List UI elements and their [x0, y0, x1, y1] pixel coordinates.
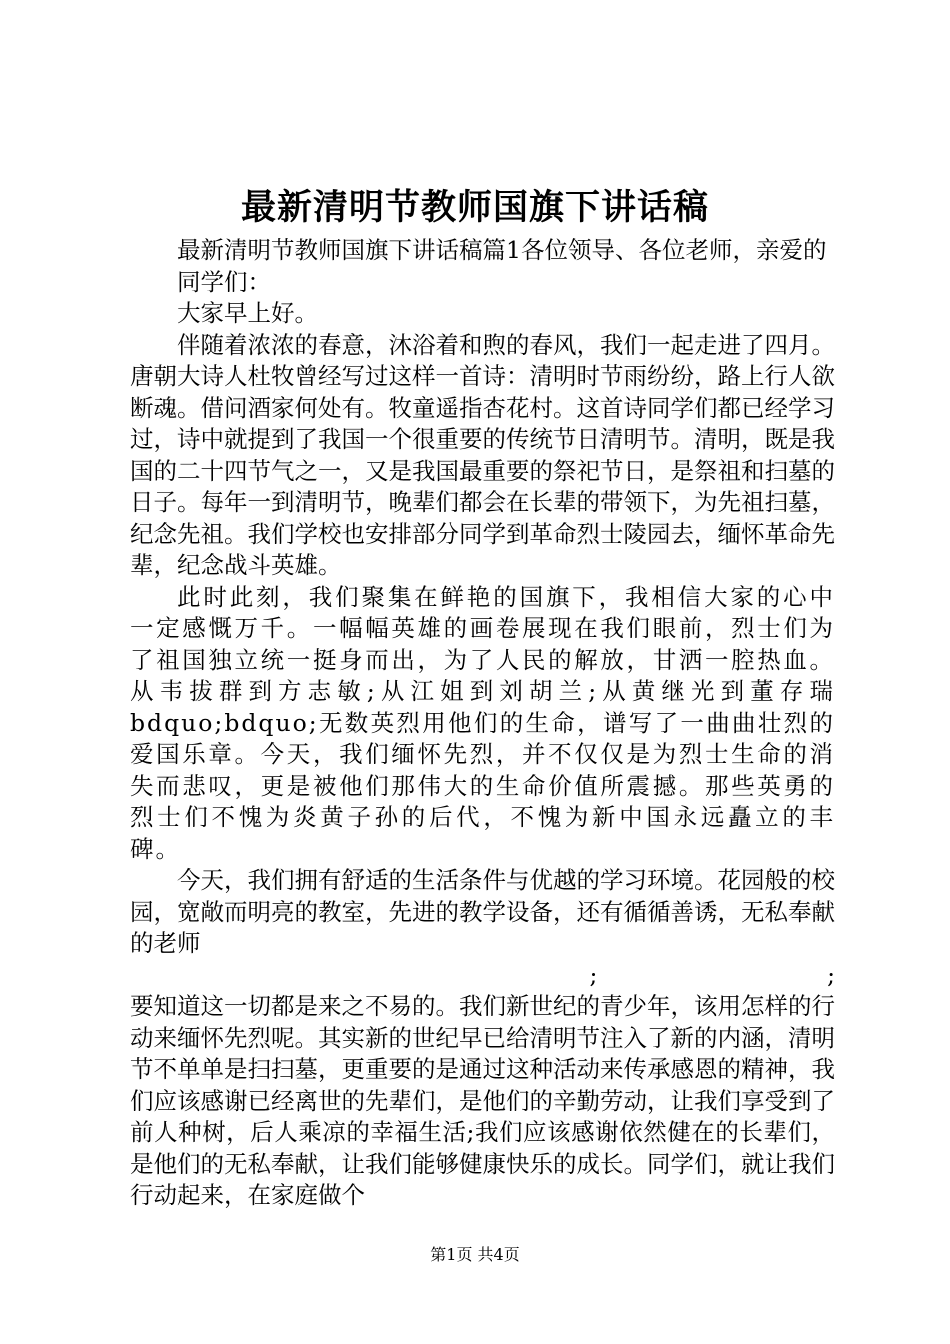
paragraph-good-morning: 大家早上好。: [177, 299, 318, 327]
gap-mark-2: ;: [827, 960, 835, 989]
paragraph-intro: 最新清明节教师国旗下讲话稿篇1各位领导、各位老师，亲爱的: [177, 236, 827, 264]
page-footer: 第1页 共4页: [430, 1245, 520, 1264]
paragraph-greeting-students: 同学们：: [177, 267, 271, 296]
gap-line: [130, 960, 835, 992]
paragraph-qingming-intro: 伴随着浓浓的春意，沐浴着和煦的春风，我们一起走进了四月。唐朝大诗人杜牧曾经写过这样一首诗：清明时节雨纷纷，路上行人欲断魂。借问酒家何处有。牧童遥指杏花村。这首诗同学们都已经学习过，诗中就提到了我国一个很重要的传统节日清明节。清明，既是我国的二十四节气之一，又是我国最重要的祭祀节日，是祭祖和扫墓的日子。每年一到清明节，晚辈们都会在长辈的带领下，为先祖扫墓，纪念先祖。我们学校也安排部分同学到革命烈士陵园去，缅怀革命先辈，纪念战斗英雄。: [130, 330, 835, 579]
page-title: 最新清明节教师国旗下讲话稿: [240, 187, 709, 228]
paragraph-heroes: 此时此刻，我们聚集在鲜艳的国旗下，我相信大家的心中一定感慨万千。一幅幅英雄的画卷展现在我们眼前，烈士们为了祖国独立统一挺身而出，为了人民的解放，甘洒一腔热血。从韦拔群到方志敏;从江姐到刘胡兰;从黄继光到董存瑞bdquo;bdquo;无数英烈用他们的生命，谱写了一曲曲壮烈的爱国乐章。今天，我们缅怀先烈，并不仅仅是为烈士生命的消失而悲叹，更是被他们那伟大的生命价值所震撼。那些英勇的烈士们不愧为炎黄子孙的后代，不愧为新中国永远矗立的丰碑。: [130, 582, 835, 863]
gap-mark-1: ;: [589, 960, 598, 989]
gap-spacer: [130, 961, 360, 989]
paragraph-today-text: 今天，我们拥有舒适的生活条件与优越的学习环境。花园般的校园，宽敞而明亮的教室，先进的教学设备，还有循循善诱，无私奉献的老师: [130, 866, 835, 957]
paragraph-today: [130, 865, 835, 960]
paragraph-gratitude: 要知道这一切都是来之不易的。我们新世纪的青少年，该用怎样的行动来缅怀先烈呢。其实新的世纪早已给清明节注入了新的内涵，清明节不单单是扫扫墓，更重要的是通过这种活动来传承感恩的精神，我们应该感谢已经离世的先辈们，是他们的辛勤劳动，让我们享受到了前人种树，后人乘凉的幸福生活;我们应该感谢依然健在的长辈们，是他们的无私奉献，让我们能够健康快乐的成长。同学们，就让我们行动起来，在家庭做个: [130, 992, 835, 1209]
document-body: [130, 235, 835, 1212]
